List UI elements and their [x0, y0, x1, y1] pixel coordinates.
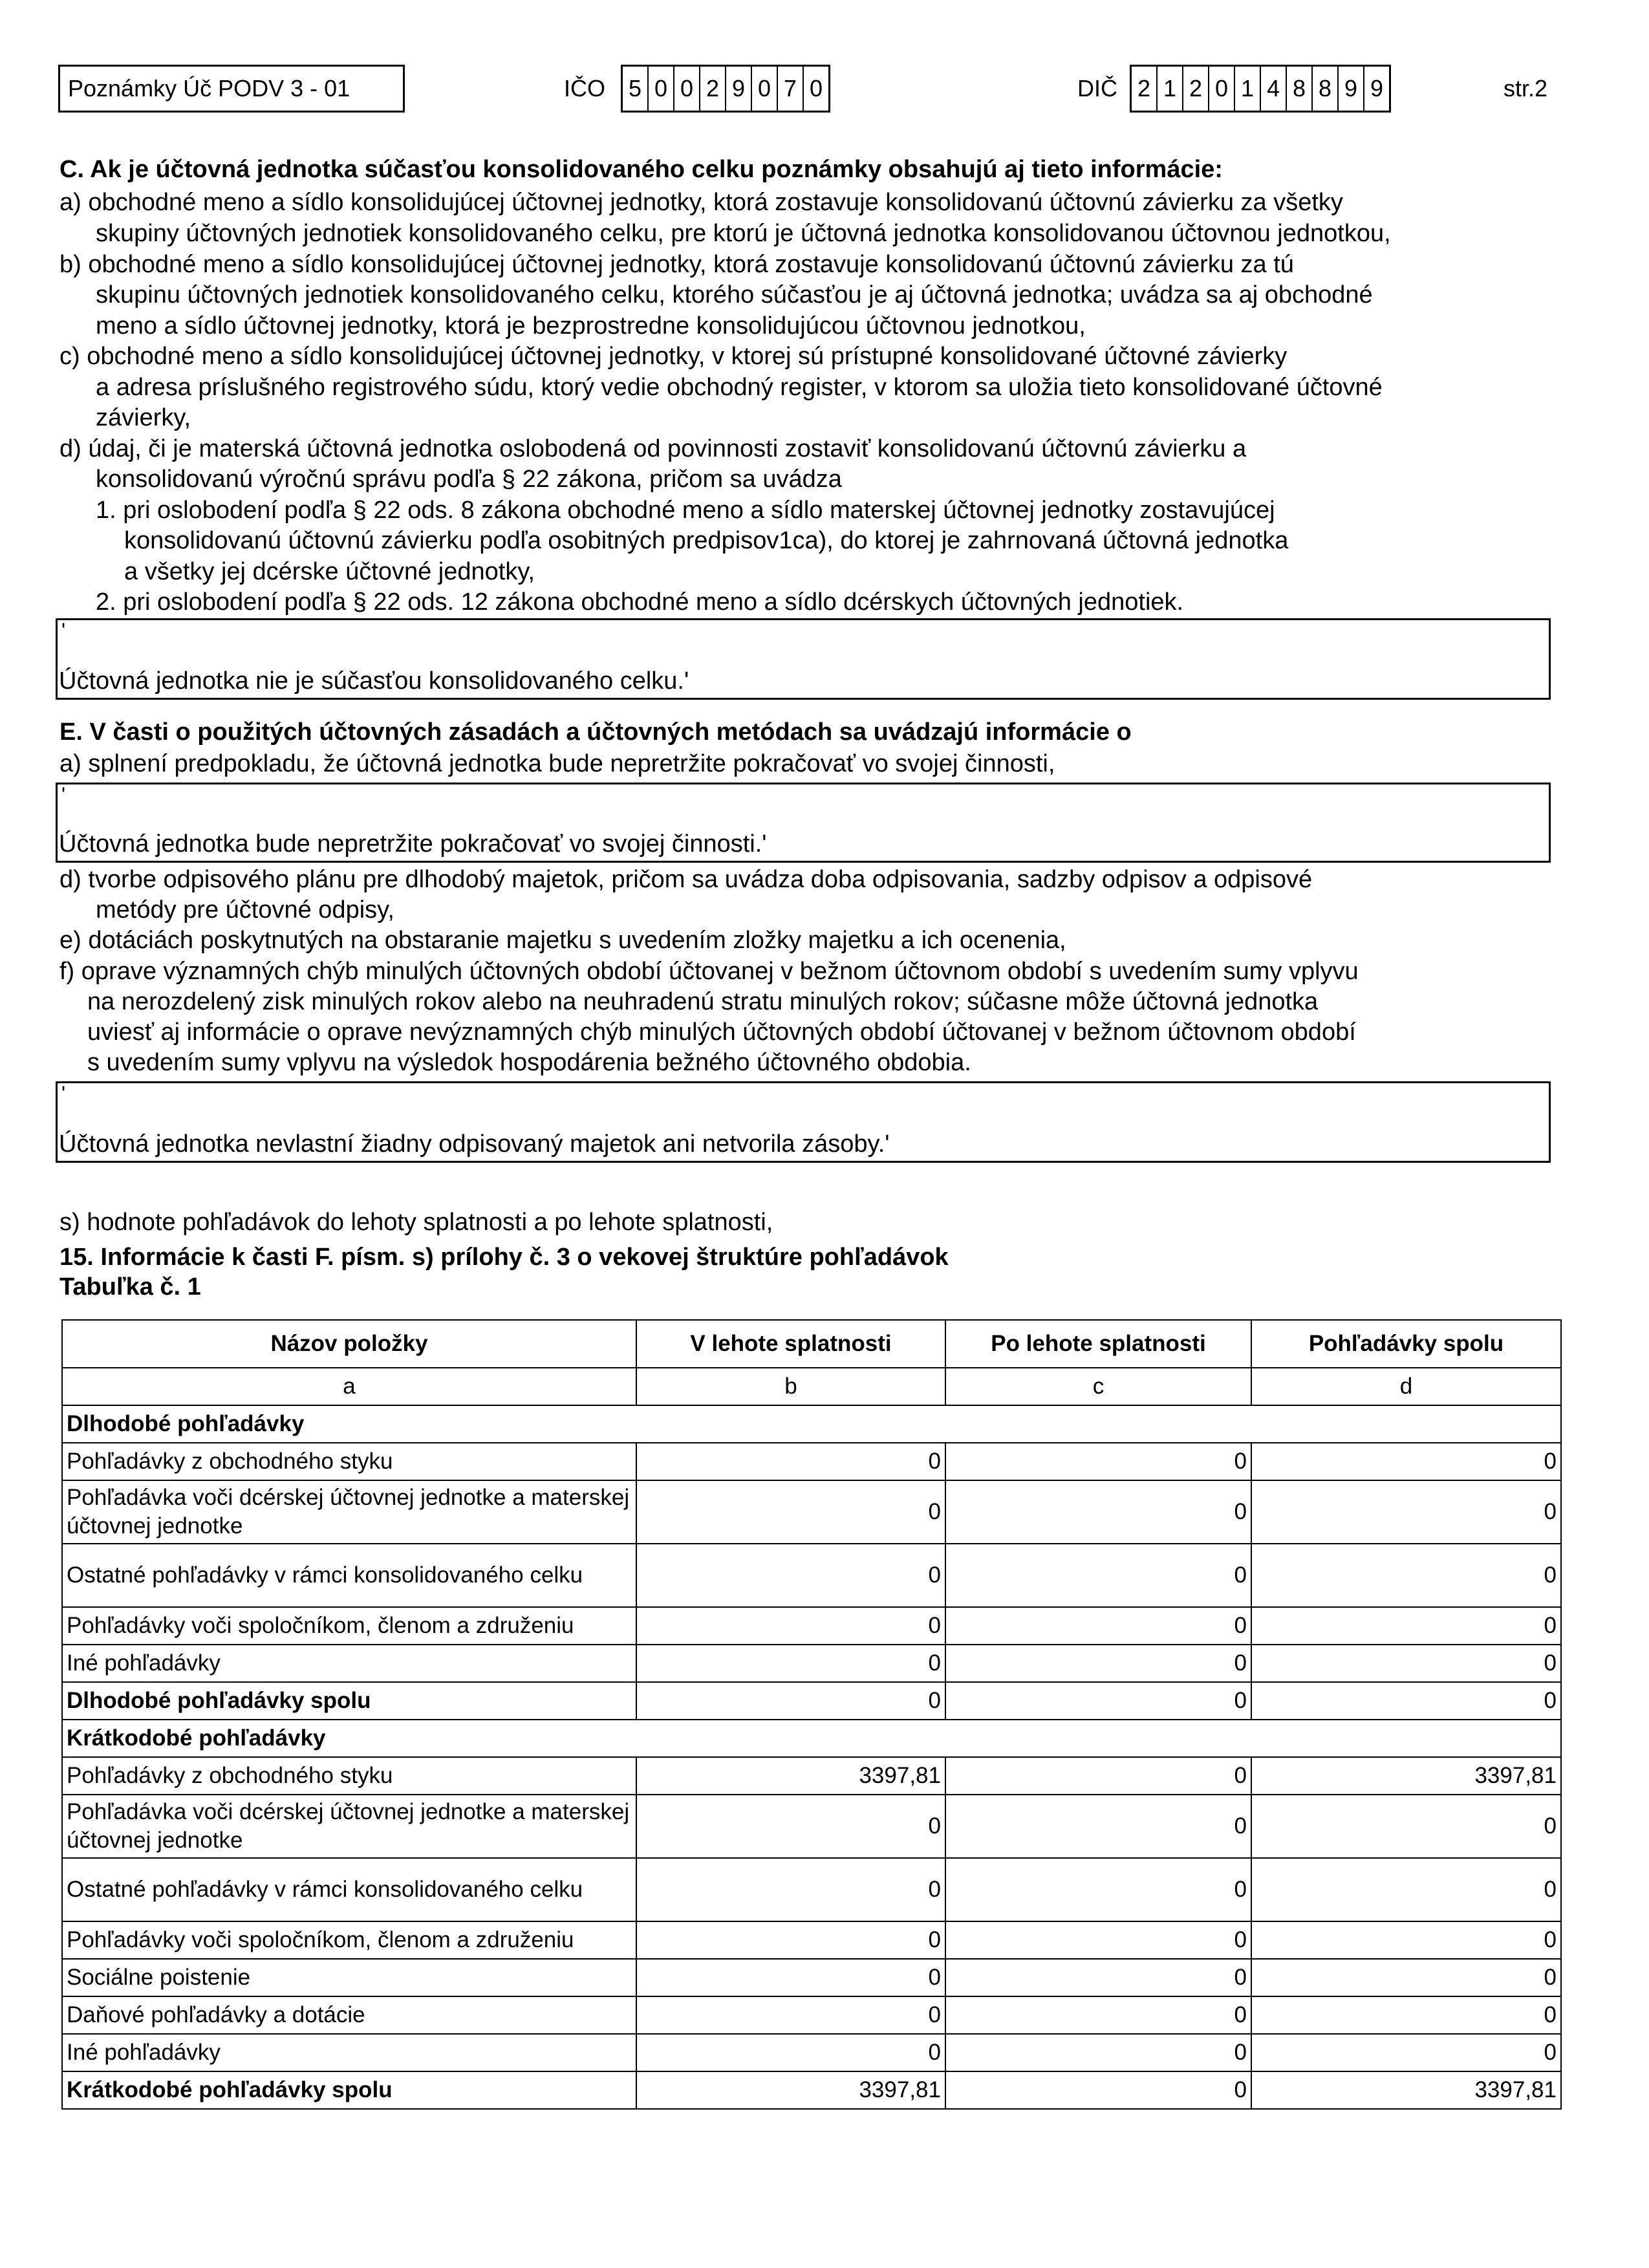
- row-label: Ostatné pohľadávky v rámci konsolidovaného celku: [62, 1858, 636, 1921]
- cell-value-c: 0: [945, 1757, 1251, 1795]
- row-label: Pohľadávky voči spoločníkom, členom a združeniu: [62, 1921, 636, 1959]
- cell-value-b: 0: [636, 1645, 945, 1682]
- row-label: Sociálne poistenie: [62, 1959, 636, 1996]
- cell-value-b: 0: [636, 1858, 945, 1921]
- cell-value-d: 0: [1251, 1480, 1561, 1544]
- cell-value-c: 0: [945, 1480, 1251, 1544]
- digit-box: 1: [1158, 67, 1183, 111]
- section-c-line: konsolidovanú účtovnú závierku podľa osobitných predpisov1ca), do ktorej je zahrnovaná účtovná jednotka: [124, 527, 1289, 554]
- digit-box: 9: [1339, 67, 1364, 111]
- row-label: Ostatné pohľadávky v rámci konsolidovaného celku: [62, 1544, 636, 1607]
- cell-value-b: 0: [636, 2034, 945, 2071]
- ico-digit-boxes: [621, 65, 830, 113]
- digit-box: 7: [778, 67, 804, 111]
- digit-box: 4: [1261, 67, 1287, 111]
- section-e-line: uviesť aj informácie o oprave nevýznamných chýb minulých účtovných období účtovanej v bežnom účtovnom období: [87, 1019, 1356, 1046]
- cell-value-d: 0: [1251, 2034, 1561, 2071]
- digit-box: 9: [1370, 75, 1384, 102]
- section-e-line-s: s) hodnote pohľadávok do lehoty splatnosti a po lehote splatnosti,: [59, 1209, 773, 1236]
- section-c-line: a všetky jej dcérske účtovné jednotky,: [124, 558, 535, 585]
- cell-value-d: 0: [1251, 1795, 1561, 1858]
- cell-value-d: 0: [1251, 1645, 1561, 1682]
- section-c-line: meno a sídlo účtovnej jednotky, ktorá je bezprostredne konsolidujúcou účtovnou jednotkou,: [96, 312, 1086, 340]
- cell-value-d: 0: [1251, 1443, 1561, 1480]
- table-row: [62, 1996, 1561, 2034]
- section-c-line: d) údaj, či je materská účtovná jednotka oslobodená od povinnosti zostaviť konsolidovanú účtovnú závierku a: [59, 435, 1247, 462]
- section-label: Krátkodobé pohľadávky: [62, 1720, 1561, 1757]
- row-label: Daňové pohľadávky a dotácie: [62, 1996, 636, 2034]
- cell-value-b: 3397,81: [636, 2071, 945, 2109]
- cell-value-b: 0: [636, 1959, 945, 1996]
- table-row: [62, 1607, 1561, 1645]
- column-letter: a: [62, 1368, 636, 1405]
- section-e-line-a: a) splnení predpokladu, že účtovná jednotka bude nepretržite pokračovať vo svojej činnosti,: [59, 750, 1055, 777]
- section-e-line: e) dotáciách poskytnutých na obstaranie majetku s uvedením zložky majetku a ich ocenenia,: [59, 927, 1066, 954]
- section-e-answer-a: Účtovná jednotka bude nepretržite pokračovať vo svojej činnosti.': [59, 830, 767, 858]
- answer-tick: ': [61, 619, 66, 642]
- section-c-line: konsolidovanú výročnú správu podľa § 22 zákona, pričom sa uvádza: [96, 466, 842, 493]
- section-c-answer-box: [56, 618, 1551, 700]
- cell-value-b: 0: [636, 1544, 945, 1607]
- digit-box: 0: [674, 67, 700, 111]
- row-label: Pohľadávky z obchodného styku: [62, 1443, 636, 1480]
- table-section-row: [62, 1720, 1561, 1757]
- digit-box: 0: [752, 67, 778, 111]
- page-number: str.2: [1503, 75, 1548, 102]
- cell-value-b: 0: [636, 1480, 945, 1544]
- cell-value-c: 0: [945, 1858, 1251, 1921]
- table-row: [62, 1858, 1561, 1921]
- digit-box: 2: [1132, 67, 1158, 111]
- section-c-line: skupiny účtovných jednotiek konsolidovaného celku, pre ktorú je účtovná jednotka konsolidovanou účtovnou jednotkou,: [96, 220, 1391, 247]
- digit-box: 0: [649, 67, 674, 111]
- cell-value-c: 0: [945, 1544, 1251, 1607]
- form-id-box: Poznámky Úč PODV 3 - 01: [58, 65, 405, 113]
- cell-value-c: 0: [945, 1645, 1251, 1682]
- row-label: Pohľadávky voči spoločníkom, členom a združeniu: [62, 1607, 636, 1645]
- column-letter: b: [636, 1368, 945, 1405]
- cell-value-b: 3397,81: [636, 1757, 945, 1795]
- cell-value-d: 0: [1251, 1959, 1561, 1996]
- digit-box: 2: [700, 67, 726, 111]
- section-e-line: metódy pre účtovné odpisy,: [96, 896, 394, 923]
- receivables-table: [61, 1319, 1562, 2110]
- ico-label: IČO: [564, 75, 606, 102]
- cell-value-b: 0: [636, 1795, 945, 1858]
- section-e-line: na nerozdelený zisk minulých rokov alebo na neuhradenú stratu minulých rokov; súčasne môže účtovná jednotka: [87, 988, 1319, 1015]
- cell-value-d: 3397,81: [1251, 2071, 1561, 2109]
- cell-value-c: 0: [945, 1959, 1251, 1996]
- section-e-answer-def-box: [56, 1081, 1551, 1163]
- cell-value-d: 0: [1251, 1996, 1561, 2034]
- section-c-line: a adresa príslušného registrového súdu, ktorý vedie obchodný register, v ktorom sa uložia tieto konsolidované účtovné: [96, 374, 1383, 401]
- cell-value-b: 0: [636, 1443, 945, 1480]
- table-row: [62, 1959, 1561, 1996]
- table-row: [62, 1921, 1561, 1959]
- table-row: [62, 1645, 1561, 1682]
- table-label: Tabuľka č. 1: [59, 1273, 201, 1301]
- column-letter: c: [945, 1368, 1251, 1405]
- section-15-title: 15. Informácie k časti F. písm. s) prílohy č. 3 o vekovej štruktúre pohľadávok: [59, 1244, 949, 1271]
- cell-value-d: 0: [1251, 1682, 1561, 1720]
- cell-value-b: 0: [636, 1996, 945, 2034]
- table-row: [62, 1795, 1561, 1858]
- row-label: Iné pohľadávky: [62, 2034, 636, 2071]
- section-c-title: C. Ak je účtovná jednotka súčasťou konsolidovaného celku poznámky obsahujú aj tieto informácie:: [59, 156, 1223, 183]
- digit-box: 8: [1313, 67, 1339, 111]
- cell-value-c: 0: [945, 1607, 1251, 1645]
- digit-box: 0: [1209, 67, 1235, 111]
- section-e-answer-def: Účtovná jednotka nevlastní žiadny odpisovaný majetok ani netvorila zásoby.': [59, 1130, 890, 1158]
- column-header: V lehote splatnosti: [636, 1320, 945, 1368]
- cell-value-d: 0: [1251, 1921, 1561, 1959]
- section-e-line: d) tvorbe odpisového plánu pre dlhodobý majetok, pričom sa uvádza doba odpisovania, sadzby odpisov a odpisové: [59, 866, 1313, 893]
- section-e-answer-a-box: [56, 783, 1551, 863]
- table-row: [62, 1757, 1561, 1795]
- section-c-line: skupinu účtovných jednotiek konsolidovaného celku, ktorého súčasťou je aj účtovná jednotka; uvádza sa aj obchodné: [96, 281, 1373, 308]
- table-total-row: [62, 2071, 1561, 2109]
- answer-tick: ': [61, 783, 66, 806]
- cell-value-c: 0: [945, 1682, 1251, 1720]
- cell-value-b: 0: [636, 1921, 945, 1959]
- section-e-title: E. V časti o použitých účtovných zásadách a účtovných metódach sa uvádzajú informácie o: [59, 718, 1132, 746]
- dic-label: DIČ: [1077, 75, 1117, 102]
- cell-value-c: 0: [945, 1443, 1251, 1480]
- column-header: Pohľadávky spolu: [1251, 1320, 1561, 1368]
- table-total-row: [62, 1682, 1561, 1720]
- cell-value-b: 0: [636, 1682, 945, 1720]
- table-row: [62, 2034, 1561, 2071]
- cell-value-c: 0: [945, 1996, 1251, 2034]
- digit-box: 1: [1235, 67, 1261, 111]
- column-header: Po lehote splatnosti: [945, 1320, 1251, 1368]
- row-label: Krátkodobé pohľadávky spolu: [62, 2071, 636, 2109]
- cell-value-d: 0: [1251, 1544, 1561, 1607]
- cell-value-c: 0: [945, 1795, 1251, 1858]
- digit-box: 9: [726, 67, 752, 111]
- cell-value-c: 0: [945, 2034, 1251, 2071]
- row-label: Iné pohľadávky: [62, 1645, 636, 1682]
- section-c-line: b) obchodné meno a sídlo konsolidujúcej účtovnej jednotky, ktorá zostavuje konsolidovanú účtovnú závierku za tú: [59, 251, 1294, 278]
- section-label: Dlhodobé pohľadávky: [62, 1405, 1561, 1443]
- answer-tick: ': [61, 1082, 66, 1105]
- section-c-line: a) obchodné meno a sídlo konsolidujúcej účtovnej jednotky, ktorá zostavuje konsolidovanú účtovnú závierku za všetky: [59, 189, 1343, 216]
- table-section-row: [62, 1405, 1561, 1443]
- digit-box: 5: [623, 67, 649, 111]
- table-row: [62, 1544, 1561, 1607]
- row-label: Pohľadávka voči dcérskej účtovnej jednotke a materskej účtovnej jednotke: [62, 1795, 636, 1858]
- section-c-line: c) obchodné meno a sídlo konsolidujúcej účtovnej jednotky, v ktorej sú prístupné konsolidované účtovné závierky: [59, 343, 1288, 370]
- cell-value-b: 0: [636, 1607, 945, 1645]
- cell-value-d: 0: [1251, 1607, 1561, 1645]
- digit-box: 8: [1287, 67, 1313, 111]
- cell-value-d: 3397,81: [1251, 1757, 1561, 1795]
- digit-box: 0: [809, 75, 823, 102]
- digit-box: 2: [1183, 67, 1209, 111]
- section-c-line: závierky,: [96, 404, 191, 431]
- section-c-line: 2. pri oslobodení podľa § 22 ods. 12 zákona obchodné meno a sídlo dcérskych účtovných jednotiek.: [96, 589, 1184, 616]
- row-label: Pohľadávky z obchodného styku: [62, 1757, 636, 1795]
- cell-value-c: 0: [945, 2071, 1251, 2109]
- cell-value-c: 0: [945, 1921, 1251, 1959]
- row-label: Pohľadávka voči dcérskej účtovnej jednotke a materskej účtovnej jednotke: [62, 1480, 636, 1544]
- section-e-line: s uvedením sumy vplyvu na výsledok hospodárenia bežného účtovného obdobia.: [87, 1049, 971, 1076]
- section-c-answer: Účtovná jednotka nie je súčasťou konsolidovaného celku.': [59, 667, 689, 695]
- cell-value-d: 0: [1251, 1858, 1561, 1921]
- table-row: [62, 1480, 1561, 1544]
- column-letter: d: [1251, 1368, 1561, 1405]
- section-c-line: 1. pri oslobodení podľa § 22 ods. 8 zákona obchodné meno a sídlo materskej účtovnej jednotky zostavujúcej: [96, 497, 1275, 524]
- dic-digit-boxes: [1130, 65, 1391, 113]
- column-header: Názov položky: [62, 1320, 636, 1368]
- row-label: Dlhodobé pohľadávky spolu: [62, 1682, 636, 1720]
- section-e-line: f) oprave významných chýb minulých účtovných období účtovanej v bežnom účtovnom období s uvedením sumy vplyvu: [59, 958, 1359, 985]
- table-row: [62, 1443, 1561, 1480]
